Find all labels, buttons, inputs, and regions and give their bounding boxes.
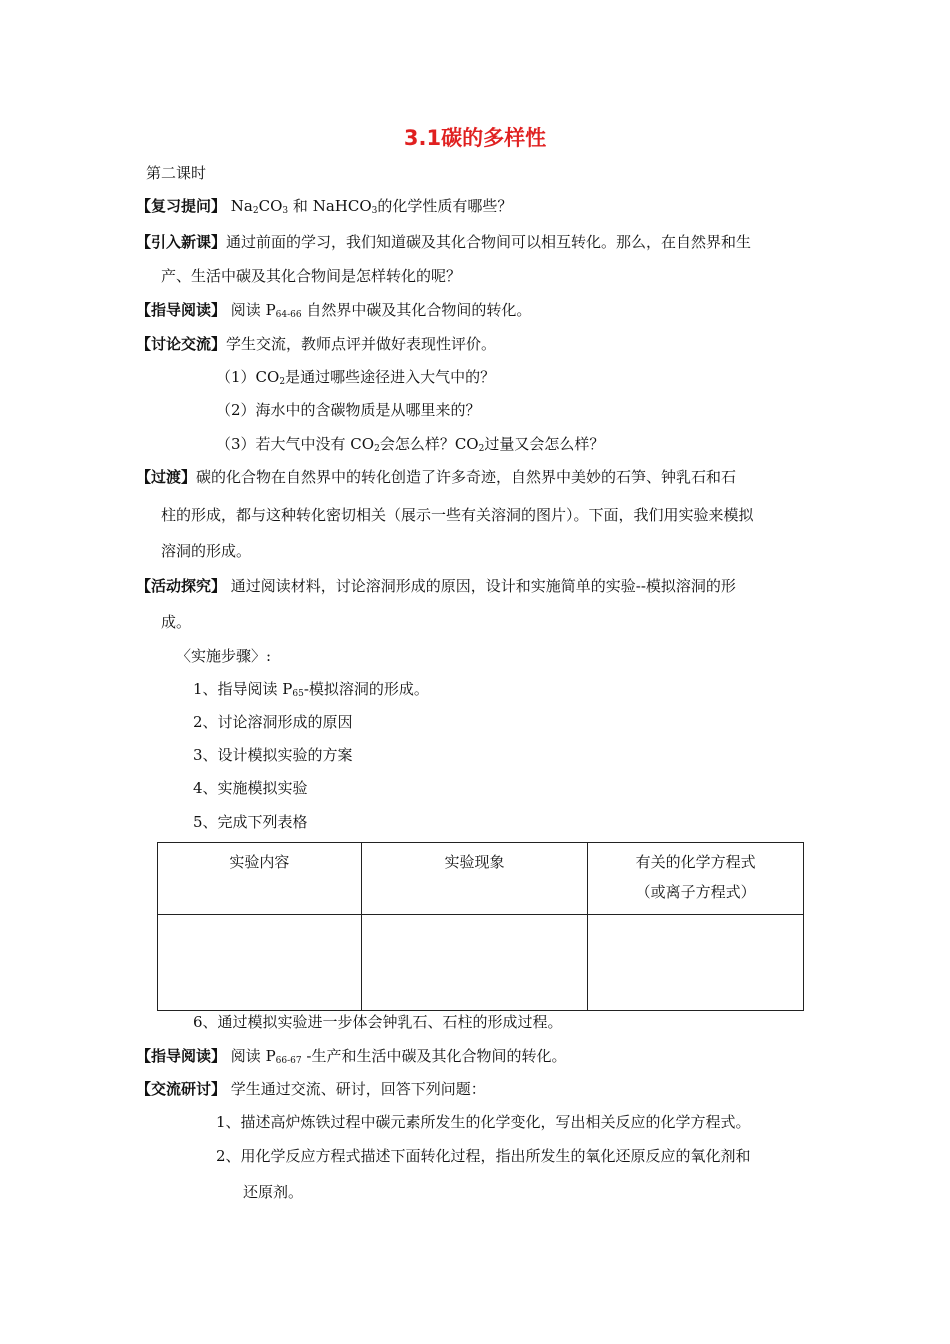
table-row bbox=[158, 915, 804, 1011]
page-title: 3.1碳的多样性 bbox=[403, 126, 547, 150]
header-experiment-content: 实验内容 bbox=[158, 843, 362, 915]
table-cell-equation[interactable] bbox=[588, 915, 804, 1011]
step-6: 6、通过模拟实验进一步体会钟乳石、石柱的形成过程。 bbox=[193, 1013, 563, 1031]
header-chemical-equation: 有关的化学方程式 （或离子方程式） bbox=[588, 843, 804, 915]
guide2-tag: 【指导阅读】 bbox=[136, 1047, 227, 1065]
guide-reading-2: 【指导阅读】 阅读 $P_{66-67}$ -生产和生活中碳及其化合物间的转化。 bbox=[136, 1047, 567, 1066]
table-cell-phenomenon[interactable] bbox=[361, 915, 588, 1011]
transition-paragraph-line1: 【过渡】碳的化合物在自然界中的转化创造了许多奇迹，自然界中美妙的石笋、钟乳石和石 bbox=[136, 468, 737, 486]
exchange-tag: 【交流研讨】 bbox=[136, 1080, 227, 1098]
activity-paragraph-line2: 成。 bbox=[161, 613, 192, 631]
transition-paragraph-line3: 溶洞的形成。 bbox=[161, 542, 252, 560]
review-question: 【复习提问】 $Na_2CO_3$ 和 NaHCO$_3$的化学性质有哪些？ bbox=[136, 197, 513, 216]
table-header-row bbox=[158, 843, 804, 915]
discussion-question-3: （3）若大气中没有 $CO_2$会怎么样？$CO_2$过量又会怎么样？ bbox=[216, 435, 605, 454]
formula-nahco3: NaHCO$_3$ bbox=[312, 197, 378, 216]
step-3: 3、设计模拟实验的方案 bbox=[193, 746, 353, 764]
discuss-tag: 【讨论交流】 bbox=[136, 335, 227, 353]
lesson-label: 第二课时 bbox=[146, 164, 207, 182]
transition-paragraph-line2: 柱的形成，都与这种转化密切相关（展示一些有关溶洞的图片）。下面，我们用实验来模拟 bbox=[161, 506, 754, 524]
discussion-question-2: （2）海水中的含碳物质是从哪里来的？ bbox=[216, 401, 481, 419]
formula-na2co3: $Na_2CO_3$ bbox=[230, 197, 289, 216]
steps-title: 〈实施步骤〉: bbox=[176, 647, 272, 665]
exchange-item-1: 1、描述高炉炼铁过程中碳元素所发生的化学变化，写出相关反应的化学方程式。 bbox=[216, 1113, 751, 1131]
step-1: 1、指导阅读 $P_{65}-$模拟溶洞的形成。 bbox=[193, 680, 429, 699]
transition-tag: 【过渡】 bbox=[136, 468, 197, 486]
discussion-paragraph: 【讨论交流】学生交流，教师点评并做好表现性评价。 bbox=[136, 335, 497, 353]
step-5: 5、完成下列表格 bbox=[193, 813, 308, 831]
activity-paragraph-line1: 【活动探究】 通过阅读材料，讨论溶洞形成的原因，设计和实施简单的实验--模拟溶洞的形 bbox=[136, 577, 736, 595]
header-experiment-phenomenon: 实验现象 bbox=[361, 843, 588, 915]
guide1-tag: 【指导阅读】 bbox=[136, 301, 227, 319]
intro-paragraph-line1: 【引入新课】通过前面的学习，我们知道碳及其化合物间可以相互转化。那么，在自然界和生 bbox=[136, 233, 752, 251]
exchange-paragraph: 【交流研讨】 学生通过交流、研讨，回答下列问题： bbox=[136, 1080, 486, 1098]
discussion-question-1: $(1)CO_2$是通过哪些途径进入大气中的？ bbox=[216, 368, 496, 387]
step-4: 4、实施模拟实验 bbox=[193, 779, 308, 797]
step-2: 2、讨论溶洞形成的原因 bbox=[193, 713, 353, 731]
review-tag: 【复习提问】 bbox=[136, 197, 227, 215]
intro-paragraph-line2: 产、生活中碳及其化合物间是怎样转化的呢？ bbox=[161, 267, 462, 285]
intro-tag: 【引入新课】 bbox=[136, 233, 227, 251]
activity-tag: 【活动探究】 bbox=[136, 577, 227, 595]
table-cell-content[interactable] bbox=[158, 915, 362, 1011]
exchange-item-2-line1: 2、用化学反应方程式描述下面转化过程，指出所发生的氧化还原反应的氧化剂和 bbox=[216, 1147, 751, 1165]
exchange-item-2-line2: 还原剂。 bbox=[243, 1183, 304, 1201]
guide-reading-1: 【指导阅读】 阅读 $P_{64-66}$ 自然界中碳及其化合物间的转化。 bbox=[136, 301, 532, 320]
experiment-table bbox=[157, 842, 804, 1011]
